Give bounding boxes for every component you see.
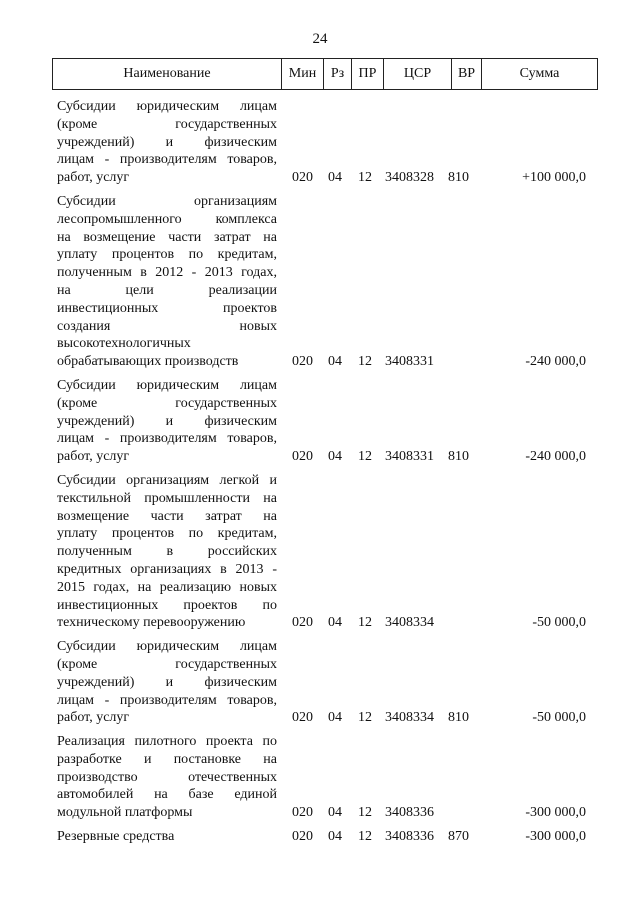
row-name-line: Субсидии юридическим лицам	[57, 377, 277, 393]
row-name-line: Субсидии организациям	[57, 193, 277, 209]
cell-min: 020	[292, 449, 313, 465]
table-row	[52, 733, 598, 822]
row-name-line: создания новых	[57, 318, 277, 334]
row-name-line: инвестиционных проектов	[57, 300, 277, 316]
header-csr: ЦСР	[383, 59, 451, 89]
row-name-line: техническому перевооружению	[57, 615, 246, 631]
row-name-line: модульной платформы	[57, 805, 193, 821]
header-name: Наименование	[123, 66, 211, 81]
row-name-line: Резервные средства	[57, 829, 175, 845]
cell-csr: 3408336	[385, 829, 434, 845]
cell-sum: -50 000,0	[532, 710, 586, 726]
row-name-line: Субсидии юридическим лицам	[57, 99, 277, 114]
cell-csr: 3408328	[385, 170, 434, 186]
row-name-line: (кроме государственных	[57, 116, 277, 132]
row-name-line: работ, услуг	[57, 449, 130, 465]
row-name-line: лицам - производителям товаров,	[57, 431, 277, 447]
cell-csr: 3408334	[385, 615, 434, 631]
cell-csr: 3408336	[385, 805, 434, 821]
cell-pr: 12	[358, 829, 372, 845]
header-vr: ВР	[451, 59, 481, 89]
cell-pr: 12	[358, 170, 372, 186]
row-name-line: полученным в российских	[57, 544, 277, 560]
table-row	[52, 377, 598, 466]
cell-rz: 04	[328, 449, 342, 465]
row-values	[52, 828, 598, 846]
cell-rz: 04	[328, 354, 342, 370]
table-row	[52, 828, 598, 846]
row-values	[52, 709, 598, 727]
row-name-line: возмещение части затрат на	[57, 508, 277, 524]
cell-vr: 810	[448, 170, 469, 186]
row-name-line: разработке и постановке на	[57, 751, 277, 767]
row-name-line: работ, услуг	[57, 710, 130, 726]
cell-rz: 04	[328, 170, 342, 186]
row-name-line: кредитных организациях в 2013 -	[57, 561, 277, 577]
cell-sum: +100 000,0	[522, 170, 586, 186]
cell-sum: -240 000,0	[525, 449, 586, 465]
table-body	[52, 98, 598, 846]
row-name-line: полученным в 2012 - 2013 годах,	[57, 265, 277, 281]
header-rz: Рз	[323, 59, 351, 89]
row-name-line: лицам - производителям товаров,	[57, 692, 277, 708]
table-row	[52, 472, 598, 632]
row-values	[52, 448, 598, 466]
cell-sum: -300 000,0	[525, 805, 586, 821]
cell-pr: 12	[358, 615, 372, 631]
row-name-line: работ, услуг	[57, 170, 130, 186]
row-name-line: инвестиционных проектов по	[57, 597, 277, 613]
row-name-line: автомобилей на базе единой	[57, 787, 277, 803]
row-values	[52, 804, 598, 822]
cell-vr: 810	[448, 710, 469, 726]
cell-vr: 870	[448, 829, 469, 845]
row-name-line: (кроме государственных	[57, 656, 277, 672]
table-row	[52, 638, 598, 727]
row-name-line: учреждений) и физическим	[57, 134, 277, 150]
page-number: 24	[312, 31, 328, 47]
row-name-line: учреждений) и физическим	[57, 674, 277, 690]
table-header	[52, 58, 598, 90]
header-min: Мин	[281, 59, 323, 89]
cell-min: 020	[292, 710, 313, 726]
row-name	[57, 193, 277, 371]
cell-vr: 810	[448, 449, 469, 465]
cell-min: 020	[292, 805, 313, 821]
cell-rz: 04	[328, 829, 342, 845]
cell-min: 020	[292, 354, 313, 370]
row-name-line: (кроме государственных	[57, 395, 277, 411]
table-row	[52, 193, 598, 371]
cell-rz: 04	[328, 805, 342, 821]
row-name-line: 2015 годах, на реализацию новых	[57, 579, 277, 595]
cell-pr: 12	[358, 710, 372, 726]
row-name-line: лесопромышленного комплекса	[57, 211, 277, 227]
row-name-line: на возмещение части затрат на	[57, 229, 277, 245]
cell-pr: 12	[358, 354, 372, 370]
cell-csr: 3408331	[385, 354, 434, 370]
row-name-line: производство отечественных	[57, 769, 277, 785]
row-name-line: Субсидии организациям легкой и	[57, 472, 277, 488]
cell-sum: -300 000,0	[525, 829, 586, 845]
cell-pr: 12	[358, 805, 372, 821]
row-name-line: текстильной промышленности на	[57, 490, 277, 506]
table-row	[52, 98, 598, 187]
row-name-line: лицам - производителям товаров,	[57, 152, 277, 168]
cell-csr: 3408334	[385, 710, 434, 726]
cell-rz: 04	[328, 710, 342, 726]
header-sum: Сумма	[481, 59, 597, 89]
cell-sum: -50 000,0	[532, 615, 586, 631]
row-name-line: на цели реализации	[57, 282, 277, 298]
row-values	[52, 614, 598, 632]
cell-rz: 04	[328, 615, 342, 631]
row-name	[57, 472, 277, 632]
row-name-line: уплату процентов по кредитам,	[57, 247, 277, 263]
budget-table	[52, 58, 598, 846]
row-name-line: уплату процентов по кредитам,	[57, 526, 277, 542]
cell-min: 020	[292, 829, 313, 845]
row-name-line: обрабатывающих производств	[57, 354, 239, 370]
cell-pr: 12	[358, 449, 372, 465]
row-name-line: Субсидии юридическим лицам	[57, 639, 277, 655]
row-name-line: Реализация пилотного проекта по	[57, 734, 277, 750]
row-name-line: высокотехнологичных	[57, 336, 191, 352]
header-pr: ПР	[351, 59, 383, 89]
cell-min: 020	[292, 615, 313, 631]
cell-csr: 3408331	[385, 449, 434, 465]
row-values	[52, 353, 598, 371]
row-name-line: учреждений) и физическим	[57, 413, 277, 429]
row-values	[52, 169, 598, 187]
cell-sum: -240 000,0	[525, 354, 586, 370]
cell-min: 020	[292, 170, 313, 186]
